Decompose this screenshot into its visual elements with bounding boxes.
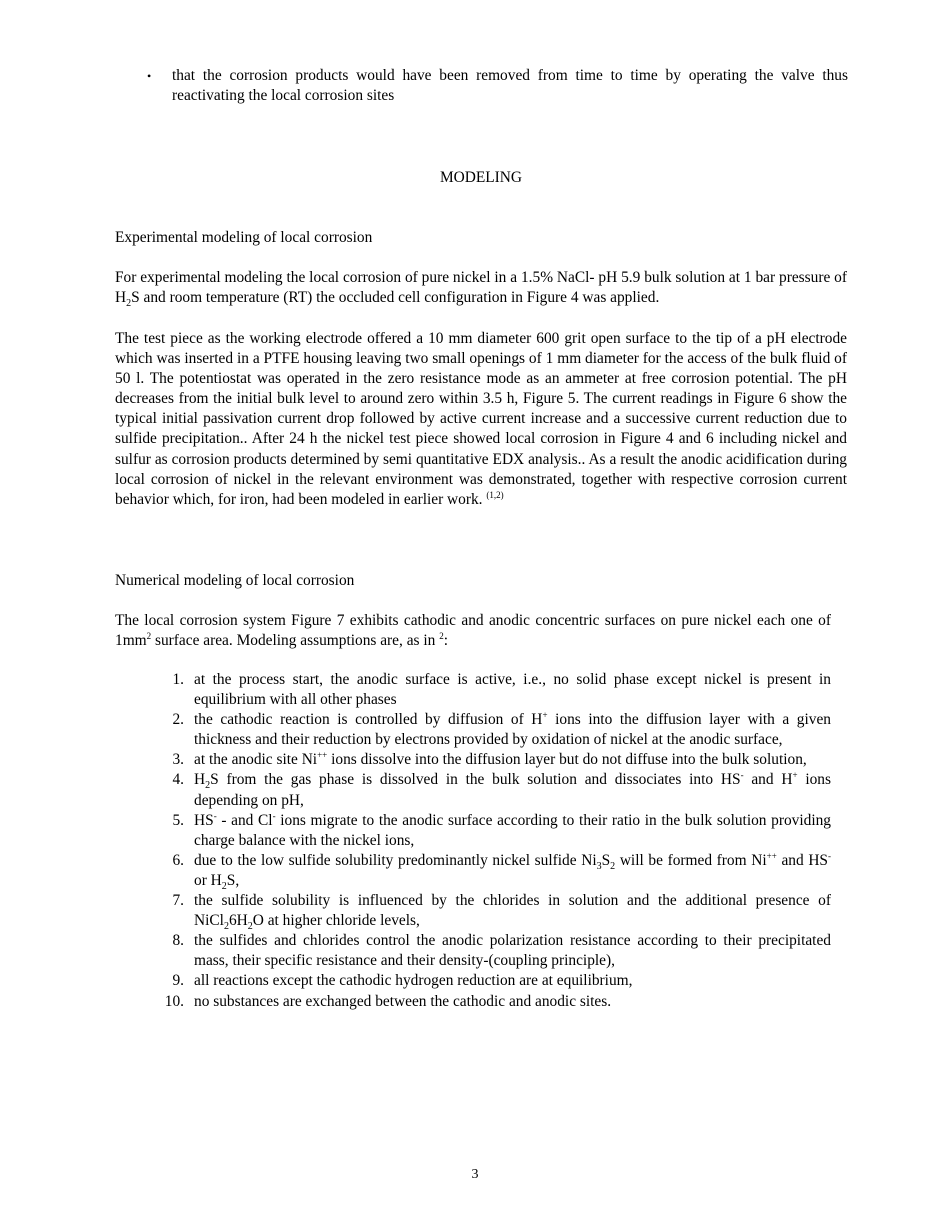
bullet-icon: • xyxy=(147,69,152,83)
item-number: 6. xyxy=(172,851,184,869)
text-run: The test piece as the working electrode offered a 10 mm diameter 600 grit open surface to the tip of a pH electrode which was inserted in a PTFE housing leaving two small openings of 1 mm diameter for the access of the bulk fluid of 50 l. The potentiostat was operated in the zero resistance mode as an ammeter at free corrosion potential. The pH decreases from the initial bulk level to around zero within 3.5 h, Figure 5. The current readings in Figure 6 show the typical initial passivation current drop followed by active current increase and a successive current reduction due to sulfide precipitation.. After 24 h the nickel test piece showed local corrosion in Figure 4 and 6 including nickel and sulfur as corrosion products determined by semi quantitative EDX analysis.. As a result the anodic acidification during local corrosion of nickel in the relevant environment was demonstrated, together with respective corrosion current behavior which, for iron, had been modeled in earlier work. xyxy=(115,330,847,508)
list-item xyxy=(160,931,831,971)
superscript: - xyxy=(740,770,744,781)
item-text: ions migrate to the anodic surface according to their ratio in the bulk solution providing charge balance with the nickel ions, xyxy=(194,811,831,849)
subscript: 2 xyxy=(247,921,253,933)
item-text: H xyxy=(194,771,206,789)
subscript: 2 xyxy=(610,860,616,872)
numerical-heading: Numerical modeling of local corrosion xyxy=(115,572,355,589)
item-number: 2. xyxy=(172,711,184,729)
text-run: surface area. Modeling assumptions are, as in xyxy=(151,632,440,650)
citation-ref: 2 xyxy=(439,630,444,641)
experimental-paragraph-1 xyxy=(115,268,847,308)
item-text: S xyxy=(601,851,611,869)
list-item xyxy=(160,971,831,991)
list-item xyxy=(160,670,831,710)
subscript: 2 xyxy=(223,921,229,933)
subscript: 2 xyxy=(221,881,227,893)
item-text: and H xyxy=(743,771,793,789)
numerical-intro xyxy=(115,611,831,651)
subscript: 2 xyxy=(126,298,132,310)
subscript: 2 xyxy=(205,780,211,792)
subscript: 3 xyxy=(596,860,602,872)
list-item xyxy=(160,851,831,891)
text-run: For experimental modeling the local corrosion of pure nickel in a 1.5% NaCl- pH 5.9 bulk solution at 1 bar pressure of H xyxy=(115,269,847,307)
list-item xyxy=(160,891,831,931)
list-item xyxy=(160,811,831,851)
item-text: will be formed from Ni xyxy=(615,851,767,869)
section-heading: MODELING xyxy=(439,169,523,186)
list-item xyxy=(160,710,831,750)
text-run: : xyxy=(443,632,448,650)
citation-ref: (1,2) xyxy=(486,489,504,500)
list-item xyxy=(160,750,831,770)
item-number: 8. xyxy=(172,932,184,950)
superscript: + xyxy=(542,710,548,721)
item-number: 7. xyxy=(172,892,184,910)
page-number: 3 xyxy=(471,1167,479,1182)
item-text: the cathodic reaction is controlled by diffusion of H xyxy=(194,711,543,729)
superscript: ++ xyxy=(317,750,328,761)
item-text: ions into the diffusion layer with a given thickness and their reduction by electrons provided by oxidation of nickel at the anodic surface, xyxy=(194,711,832,749)
text-run: The local corrosion system Figure 7 exhibits cathodic and anodic concentric surfaces on pure nickel each one of 1mm xyxy=(115,612,831,650)
item-text: O at higher chloride levels, xyxy=(252,912,420,930)
bullet-text: that the corrosion products would have been removed from time to time by operating the valve thus reactivating the local corrosion sites xyxy=(172,67,848,105)
superscript: 2 xyxy=(146,630,152,641)
list-item xyxy=(160,770,831,810)
item-text: - and Cl xyxy=(216,811,273,829)
item-text: HS xyxy=(194,811,214,829)
experimental-heading: Experimental modeling of local corrosion xyxy=(115,229,373,246)
item-number: 10. xyxy=(164,992,184,1010)
text-run: S and room temperature (RT) the occluded cell configuration in Figure 4 was applied. xyxy=(131,289,660,307)
superscript: - xyxy=(272,810,276,821)
item-number: 9. xyxy=(172,972,184,990)
item-text: at the anodic site Ni xyxy=(194,751,318,769)
item-text: no substances are exchanged between the cathodic and anodic sites. xyxy=(194,992,612,1010)
item-text: and HS xyxy=(776,851,828,869)
item-number: 1. xyxy=(172,671,184,688)
assumption-list xyxy=(160,670,831,1012)
item-number: 3. xyxy=(172,751,184,769)
experimental-paragraph-2 xyxy=(115,329,847,510)
item-text: at the process start, the anodic surface is active, i.e., no solid phase except nickel is present in equilibrium with all other phases xyxy=(194,671,831,709)
superscript: ++ xyxy=(766,850,777,861)
item-number: 5. xyxy=(172,811,184,829)
item-text: all reactions except the cathodic hydrogen reduction are at equilibrium, xyxy=(194,972,633,990)
item-text: ions dissolve into the diffusion layer but do not diffuse into the bulk solution, xyxy=(327,751,807,769)
item-text: the sulfide solubility is influenced by the chlorides in solution and the additional presence of NiCl xyxy=(194,892,831,930)
item-text: due to the low sulfide solubility predominantly nickel sulfide Ni xyxy=(194,851,597,869)
item-text: S from the gas phase is dissolved in the bulk solution and dissociates into HS xyxy=(210,771,741,789)
item-text: the sulfides and chlorides control the anodic polarization resistance according to their precipitated mass, their specific resistance and their density-(coupling principle), xyxy=(194,932,831,970)
superscript: - xyxy=(828,850,831,861)
superscript: - xyxy=(213,810,217,821)
list-item xyxy=(160,992,831,1012)
item-text: ions depending on pH, xyxy=(194,771,831,809)
item-text: 6H xyxy=(228,912,248,930)
superscript: + xyxy=(792,770,798,781)
item-number: 4. xyxy=(172,771,184,789)
item-text: S, xyxy=(226,871,240,889)
item-text: or H xyxy=(194,871,222,889)
